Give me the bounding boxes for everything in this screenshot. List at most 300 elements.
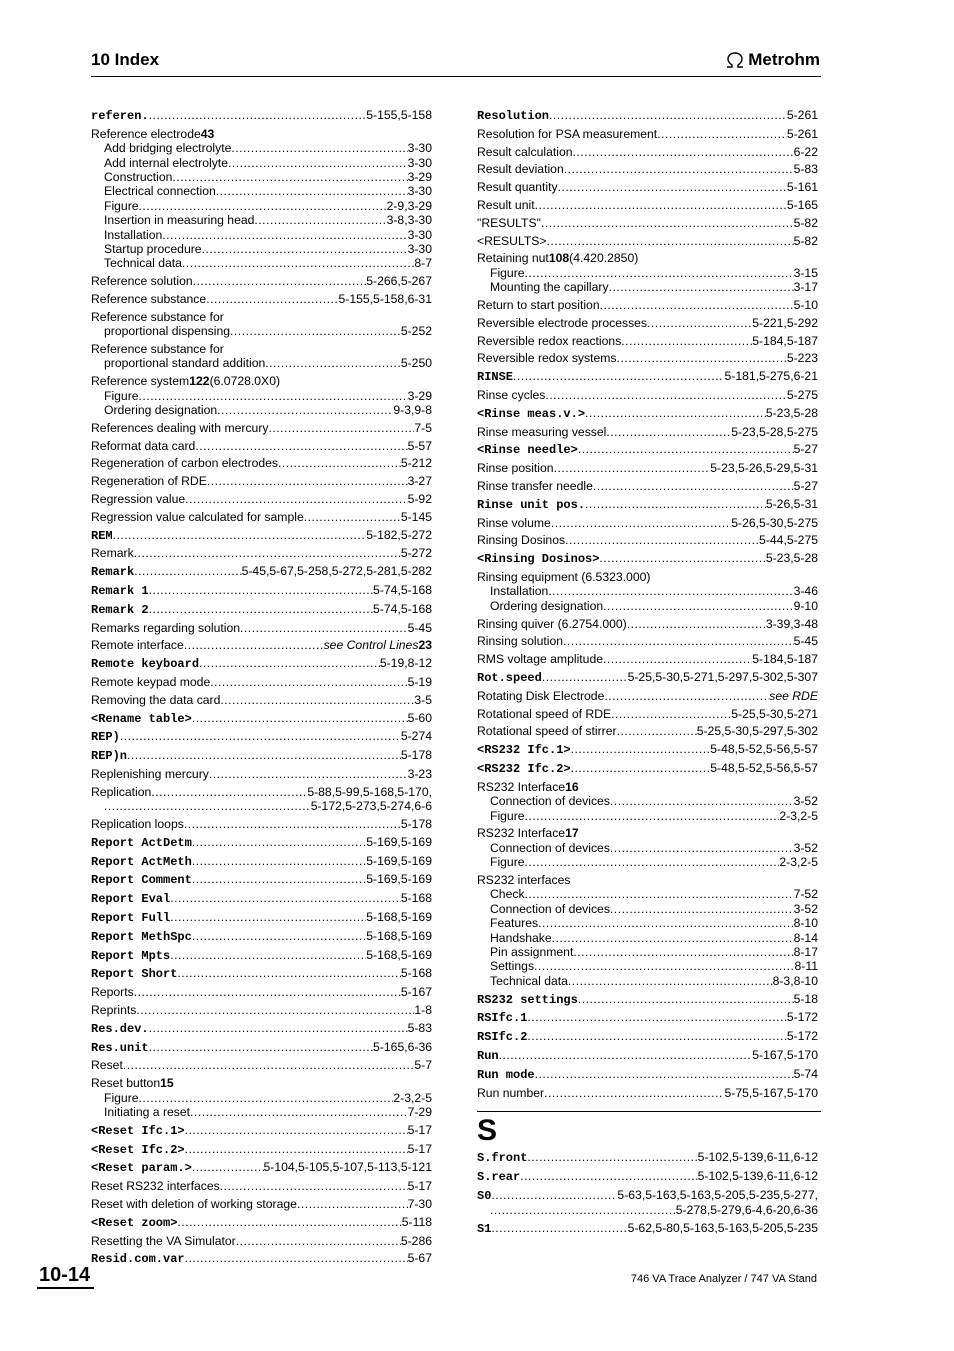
index-term-row [91, 108, 432, 123]
dot-leader [177, 1215, 401, 1229]
index-term: <Reset Ifc.2> [91, 1142, 185, 1157]
index-entry [91, 656, 432, 671]
page-reference: 5-92 [407, 492, 432, 507]
index-term: referen. [91, 109, 149, 123]
index-term-row [477, 1221, 818, 1236]
index-subentry [91, 324, 432, 338]
index-subentry [91, 170, 432, 184]
index-entry [91, 985, 432, 999]
index-term: Report ActDetm [91, 835, 192, 850]
page-reference: 5-26,5-30,5-275 [731, 515, 818, 530]
index-term: Rinsing Dosinos [477, 533, 566, 548]
dot-leader [627, 617, 766, 631]
page-reference: 5-23,5-26,5-29,5-31 [710, 461, 818, 476]
dot-leader [534, 959, 794, 973]
index-term-row [91, 1160, 432, 1175]
index-term: RSIfc.1 [477, 1011, 528, 1026]
dot-leader [548, 584, 793, 598]
index-subentry [91, 356, 432, 370]
index-term: Connection of devices [490, 794, 610, 809]
index-subentry [91, 256, 432, 270]
index-entry [91, 1179, 432, 1193]
index-term-row [91, 374, 432, 388]
index-entry [91, 456, 432, 470]
index-term-row [91, 948, 432, 963]
index-entry [477, 198, 818, 212]
page-reference: 5-118 [401, 1214, 432, 1229]
index-subentry [477, 855, 818, 869]
index-term: <Reset Ifc.1> [91, 1123, 185, 1138]
index-term: Regression value [91, 492, 186, 507]
index-entry [477, 1067, 818, 1082]
footer-text: 746 VA Trace Analyzer / 747 VA Stand [630, 1273, 817, 1285]
dot-leader [491, 1188, 617, 1202]
dot-leader [558, 180, 787, 194]
index-term: <RS232 Ifc.1> [477, 743, 571, 758]
index-column-left [91, 108, 432, 1270]
dot-leader [220, 1179, 408, 1193]
dot-leader [554, 461, 711, 475]
index-term: <Rinsing Dosinos> [477, 552, 600, 567]
index-term-row [91, 985, 432, 999]
page-reference: 8-17 [793, 944, 818, 959]
dot-leader [657, 127, 787, 141]
index-entry [91, 621, 432, 635]
index-entry [477, 634, 818, 648]
index-entry [477, 251, 818, 294]
index-term: RSIfc.2 [477, 1030, 528, 1045]
page-reference: 5-278,5-279,6-4,6-20,6-36 [675, 1203, 818, 1217]
index-term-row [477, 406, 818, 421]
index-entry [477, 334, 818, 348]
dot-leader [525, 809, 780, 823]
page-reference: 7-5 [414, 420, 432, 435]
index-term: Rinse transfer needle [477, 478, 593, 493]
index-term-row [477, 533, 818, 547]
dot-leader [139, 1091, 394, 1105]
page-reference: 5-286 [400, 1233, 432, 1248]
index-entry [477, 425, 818, 439]
index-term-row [477, 442, 818, 457]
index-term-row [91, 583, 432, 598]
index-term: Check [490, 887, 525, 902]
index-term: RS232 settings [477, 992, 578, 1007]
index-entry [477, 761, 818, 776]
index-subentry [477, 809, 818, 823]
index-term: Reference substance for [91, 342, 224, 357]
page-reference: 5-172,5-273,5-274,6-6 [310, 799, 432, 814]
index-subentry [477, 584, 818, 598]
index-entry [91, 583, 432, 598]
dot-leader [236, 1234, 401, 1248]
index-term: Technical data [490, 973, 568, 988]
index-term: Removing the data card [91, 692, 221, 707]
page-reference: 5-82 [793, 215, 818, 230]
index-entry [91, 785, 432, 814]
index-term: RS232 Interface [477, 779, 566, 794]
index-term-row [477, 724, 818, 738]
page-reference: 5-63,5-163,5-163,5-205,5-235,5-277, [617, 1187, 818, 1202]
dot-leader [185, 1251, 408, 1265]
index-term-row [91, 1021, 432, 1036]
index-term: Replication [91, 784, 152, 799]
dot-leader [172, 170, 407, 184]
dot-leader [541, 216, 794, 230]
dot-leader [149, 583, 373, 597]
index-term-row [91, 1076, 432, 1090]
dot-leader [525, 266, 794, 280]
dot-leader [565, 533, 759, 547]
index-term: Resid.com.var [91, 1252, 185, 1267]
index-term: <Reset zoom> [91, 1215, 178, 1230]
index-term: Report Full [91, 910, 171, 925]
page-reference: 5-74,5-168 [373, 583, 432, 598]
index-term: Ordering designation [104, 403, 218, 418]
index-subentry [477, 841, 818, 855]
index-term-row [477, 351, 818, 365]
index-subentry [477, 266, 818, 280]
index-entry [477, 497, 818, 512]
dot-leader [564, 162, 794, 176]
index-term: Startup procedure [104, 242, 202, 257]
index-subentry [91, 242, 432, 256]
index-entry [477, 724, 818, 738]
page-reference: 5-168 [400, 891, 432, 906]
index-term-row [477, 551, 818, 566]
dot-leader [547, 234, 794, 248]
page-reference: 2-3,2-5 [779, 855, 818, 870]
index-term: Electrical connection [104, 184, 216, 199]
page-reference: 5-169,5-169 [366, 872, 432, 887]
page-reference: 7-52 [793, 887, 818, 902]
index-term-row [91, 621, 432, 635]
index-entry [477, 1188, 818, 1218]
index-term-row [91, 1251, 432, 1266]
index-entry [477, 127, 818, 141]
index-entry [477, 652, 818, 666]
dot-leader [182, 256, 414, 270]
dot-leader [600, 298, 794, 312]
index-term: proportional dispensing [104, 324, 231, 339]
index-term: Ordering designation [490, 598, 604, 613]
index-term-row [477, 425, 818, 439]
index-entry [477, 108, 818, 123]
dot-leader [120, 729, 401, 743]
page-reference: 5-48,5-52,5-56,5-57 [710, 742, 818, 757]
dot-leader [610, 902, 794, 916]
page-reference: 5-25,5-30,5-297,5-302 [696, 724, 818, 739]
index-term-row [91, 1123, 432, 1138]
dot-leader [606, 425, 731, 439]
index-term: Report Comment [91, 873, 192, 888]
dot-leader [149, 1021, 408, 1035]
page-reference: 3-17 [793, 280, 818, 295]
index-entry [91, 1123, 432, 1138]
index-term: Return to start position [477, 297, 600, 312]
index-term: Res.unit [91, 1040, 149, 1055]
index-term-row [477, 617, 818, 631]
dot-leader [149, 108, 367, 122]
index-entry [477, 992, 818, 1007]
index-term: Rinse unit pos. [477, 497, 586, 512]
index-entry [91, 546, 432, 560]
index-term: Features [490, 916, 539, 931]
index-entry [91, 1058, 432, 1072]
page-reference: 5-27 [793, 478, 818, 493]
page-reference: 5-74,5-168 [373, 601, 432, 616]
index-entry [91, 1197, 432, 1211]
dot-leader [170, 948, 366, 962]
dot-leader [230, 324, 401, 338]
section-letter-s: S [477, 1114, 498, 1147]
page-reference: 3-46 [793, 584, 818, 599]
index-term: Regression value calculated for sample [91, 509, 304, 524]
index-entry [91, 1021, 432, 1036]
index-entry [91, 966, 432, 981]
index-entry [91, 310, 432, 339]
index-entry [91, 1040, 432, 1055]
index-term: S.rear [477, 1169, 521, 1184]
dot-leader [585, 406, 766, 420]
dot-leader [617, 724, 697, 738]
index-subentry [91, 403, 432, 417]
index-term: Remark 1 [91, 584, 149, 599]
page-reference: 3-30 [407, 242, 432, 257]
dot-leader [195, 439, 407, 453]
index-subentry [477, 959, 818, 973]
dot-leader [210, 675, 407, 689]
dot-leader [571, 761, 711, 775]
page-reference: 3-52 [793, 840, 818, 855]
index-term-row [477, 369, 818, 384]
page-reference: 7-30 [407, 1196, 432, 1211]
index-entry [91, 835, 432, 850]
page-reference: 2-9,3-29 [386, 198, 432, 213]
index-term-row [477, 234, 818, 248]
dot-leader [535, 1067, 794, 1081]
page-reference: 5-165,6-36 [373, 1039, 432, 1054]
index-term: Remark 2 [91, 602, 149, 617]
page-reference: 5-178 [400, 817, 432, 831]
index-term-row [91, 421, 432, 435]
dot-leader [216, 184, 408, 198]
dot-leader [593, 479, 794, 493]
page-reference: 5-62,5-80,5-163,5-163,5-205,5-235 [627, 1220, 818, 1235]
index-term: Res.dev. [91, 1021, 149, 1036]
index-entry [477, 406, 818, 421]
page-reference: 5-23,5-28,5-275 [731, 424, 818, 439]
index-entry [91, 638, 432, 652]
index-term: REP)n [91, 749, 128, 764]
index-term-row [91, 1003, 432, 1017]
index-term-row [477, 497, 818, 512]
index-entry [91, 510, 432, 524]
index-term-row [91, 729, 432, 744]
index-subentry [91, 184, 432, 198]
page-reference: 7-29 [407, 1104, 432, 1119]
index-entry [477, 216, 818, 230]
index-term: Result deviation [477, 162, 564, 177]
index-term-row [91, 767, 432, 781]
index-term-row [477, 334, 818, 348]
page-reference: 5-25,5-30,5-271 [731, 706, 818, 721]
page-reference: 5-104,5-105,5-107,5-113,5-121 [263, 1160, 432, 1175]
section-rule [477, 1111, 821, 1112]
index-subentry [477, 794, 818, 808]
page-reference: 3-52 [793, 794, 818, 809]
index-term-row [91, 292, 432, 306]
index-term: Reset with deletion of working storage [91, 1196, 297, 1211]
item-number: 122 [189, 374, 210, 389]
dot-leader [549, 108, 787, 122]
index-entry [91, 374, 432, 417]
index-term-row [477, 652, 818, 666]
index-entry [477, 180, 818, 194]
item-number: 16 [565, 779, 579, 794]
index-term-row [91, 1234, 432, 1248]
dot-leader [545, 388, 786, 402]
page-reference: 5-172 [786, 1029, 818, 1044]
dot-leader [184, 817, 401, 831]
page-reference: 3-30 [407, 155, 432, 170]
index-term-row [91, 785, 432, 799]
dot-leader [535, 198, 787, 212]
index-entry [477, 1010, 818, 1025]
page-reference: 5-45,5-67,5-258,5-272,5-281,5-282 [241, 564, 432, 579]
index-entry [477, 873, 818, 988]
index-term-row [91, 910, 432, 925]
page-reference: 5-155,5-158,6-31 [338, 292, 432, 307]
index-entry [477, 369, 818, 384]
page-reference: 5-182,5-272 [366, 527, 432, 542]
index-term: Result calculation [477, 144, 573, 159]
index-entry [91, 891, 432, 906]
index-entry [91, 602, 432, 617]
index-term: Technical data [104, 256, 182, 271]
item-number: 17 [565, 826, 579, 841]
index-term-row [477, 670, 818, 685]
index-term: Figure [490, 265, 525, 280]
index-term-row [477, 1029, 818, 1044]
index-subentry [477, 931, 818, 945]
index-entry [91, 421, 432, 435]
index-term: Connection of devices [490, 901, 610, 916]
page-reference: 8-14 [793, 930, 818, 945]
index-term-row [91, 1215, 432, 1230]
dot-leader [170, 891, 401, 905]
index-term: Settings [490, 959, 535, 974]
page-reference: 5-25,5-30,5-271,5-297,5-302,5-307 [627, 669, 818, 684]
index-term: Connection of devices [490, 840, 610, 855]
page-reference: 5-17 [407, 1122, 432, 1137]
page-reference: 3-30 [407, 184, 432, 199]
page-reference: 5-102,5-139,6-11,6-12 [697, 1168, 818, 1183]
index-term: Insertion in measuring head [104, 213, 255, 228]
index-entry [477, 670, 818, 685]
index-term-row [477, 1150, 818, 1165]
index-term-row [91, 564, 432, 579]
index-term: Handshake [490, 930, 552, 945]
index-entry [91, 1215, 432, 1230]
index-entry [477, 298, 818, 312]
index-term: References dealing with mercury [91, 420, 269, 435]
index-term-row [91, 510, 432, 524]
dot-leader [499, 1048, 753, 1062]
page-reference: 3-23 [407, 767, 432, 781]
index-subentry [91, 799, 432, 813]
index-entry [477, 234, 818, 248]
page-reference: see Control Lines [323, 638, 419, 653]
index-term: Retaining nut [477, 251, 549, 266]
index-term: Regeneration of RDE [91, 474, 207, 489]
dot-leader [527, 1010, 786, 1024]
index-term-row [477, 761, 818, 776]
page-reference: 5-23,5-28 [765, 551, 818, 566]
index-term: Rinsing equipment (6.5323.000) [477, 569, 651, 584]
index-term-row [477, 1086, 818, 1100]
dot-leader [527, 1029, 786, 1043]
page-reference: 3-27 [407, 474, 432, 489]
index-entry [91, 929, 432, 944]
index-entry [477, 826, 818, 869]
page-reference: 1-8 [414, 1002, 432, 1017]
dot-leader [542, 670, 628, 684]
dot-leader [240, 621, 408, 635]
index-entry [477, 1221, 818, 1236]
index-subentry [91, 141, 432, 155]
dot-leader [513, 369, 724, 383]
page-reference: 5-167 [400, 985, 432, 1000]
index-term-row [91, 1179, 432, 1193]
index-term-row [477, 742, 818, 757]
index-term: Reversible electrode processes [477, 315, 648, 330]
page-reference: 5-261 [786, 126, 818, 141]
index-term-row [91, 1142, 432, 1157]
index-entry [477, 689, 818, 703]
page-reference: 5-212 [400, 456, 432, 471]
index-term-row [477, 216, 818, 230]
index-term-row [477, 689, 818, 703]
dot-leader [265, 356, 401, 370]
page-reference: 5-75,5-167,5-170 [724, 1085, 818, 1100]
metrohm-logo [724, 50, 820, 70]
dot-leader [520, 1169, 697, 1183]
page-number: 10-14 [37, 1264, 94, 1289]
index-entry [477, 516, 818, 530]
index-term-row [91, 817, 432, 831]
dot-leader [149, 1040, 373, 1054]
index-term: Resolution [477, 109, 550, 123]
index-term-row [477, 516, 818, 530]
dot-leader [151, 785, 307, 799]
dot-leader [611, 707, 731, 721]
index-term: Remote interface [91, 638, 184, 653]
index-term: Replenishing mercury [91, 767, 209, 781]
index-term: Initiating a reset [104, 1104, 191, 1119]
dot-leader [585, 497, 766, 511]
index-term: Remark [91, 546, 134, 561]
dot-leader [621, 334, 752, 348]
dot-leader [552, 931, 794, 945]
page-reference: 5-26,5-31 [765, 496, 818, 511]
page-reference: 5-168 [400, 966, 432, 981]
page-reference: 5-178 [400, 748, 432, 763]
dot-leader [268, 421, 414, 435]
dot-leader [184, 638, 324, 652]
dot-leader [578, 442, 794, 456]
dot-leader [525, 887, 794, 901]
index-term-row [477, 570, 818, 584]
